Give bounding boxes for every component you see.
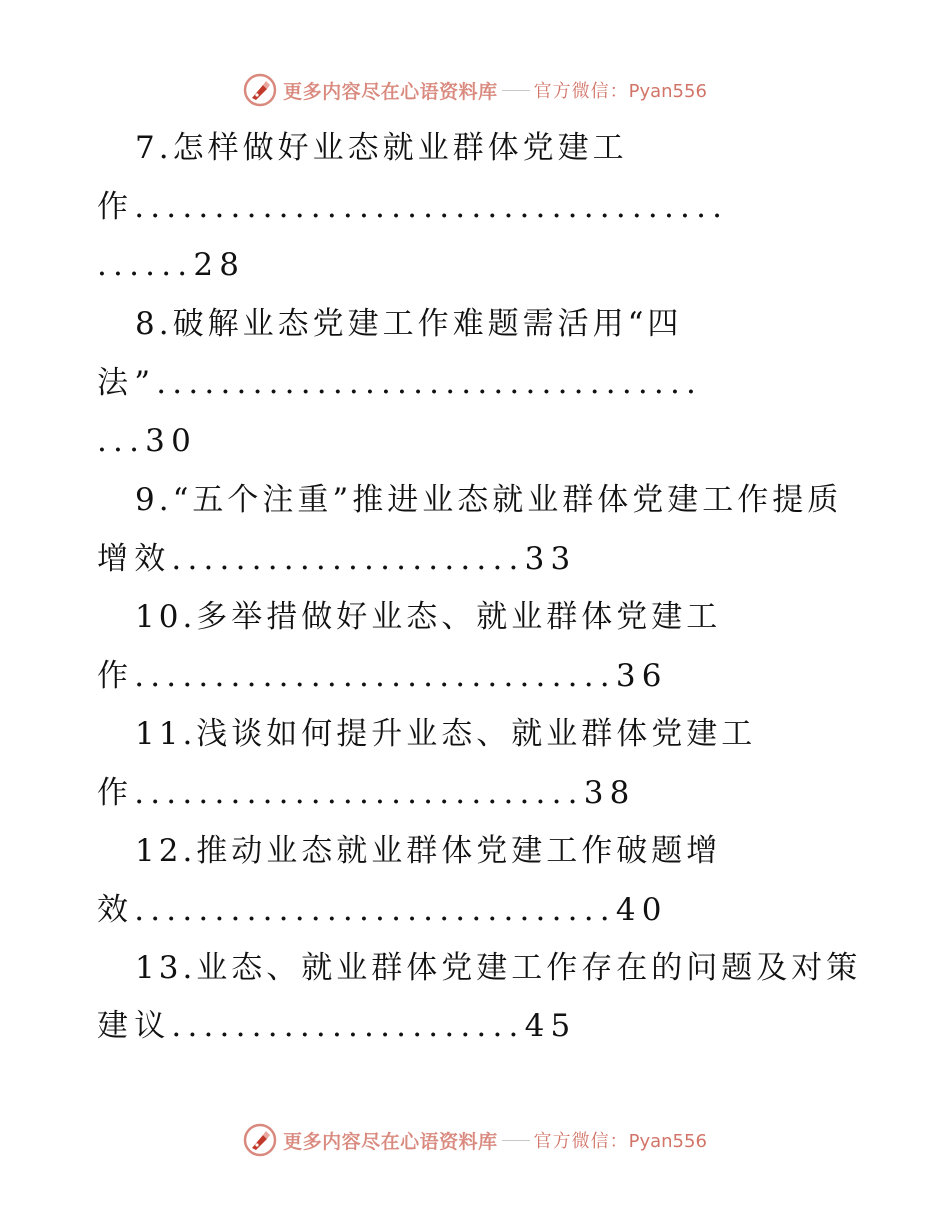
toc-entry-12-title: 12.推动业态就业群体党建工作破题增	[135, 833, 722, 869]
toc-entry-7-page: ......28	[97, 247, 246, 283]
pen-nib-logo-icon	[243, 1123, 277, 1157]
watermark-tagline-prefix: 官方微信：	[533, 1131, 629, 1152]
toc-entry-12-leader: 效..............................40	[97, 892, 668, 928]
watermark-divider	[502, 1140, 530, 1141]
toc-entry-8-leader: 法”..................................	[97, 365, 703, 401]
toc-entry-10-title: 10.多举措做好业态、就业群体党建工	[135, 599, 722, 635]
toc-entry-13-title: 13.业态、就业群体党建工作存在的问题及对策	[135, 950, 862, 986]
toc-entry-8-page: ...30	[97, 423, 198, 459]
toc-entry-11-title: 11.浅谈如何提升业态、就业群体党建工	[135, 716, 757, 752]
watermark-tagline-prefix: 官方微信：	[533, 81, 629, 102]
footer-watermark	[0, 1120, 950, 1160]
watermark-brand: 更多内容尽在心语资料库	[283, 1130, 498, 1153]
pen-nib-logo-icon	[243, 73, 277, 107]
watermark-tagline	[534, 1127, 707, 1153]
toc-entry-8-title: 8.破解业态党建工作难题需活用“四	[135, 306, 683, 342]
toc-entry-11-leader: 作............................38	[97, 775, 636, 811]
watermark-wechat-id: Pyan556	[628, 1131, 707, 1152]
toc-entry-10-leader: 作..............................36	[97, 658, 668, 694]
toc-entry-7-leader: 作.....................................	[97, 189, 729, 225]
toc-entry-9-leader: 增效......................33	[97, 541, 577, 577]
watermark-brand: 更多内容尽在心语资料库	[283, 80, 498, 103]
watermark-wechat-id: Pyan556	[628, 81, 707, 102]
toc-entry-13-leader: 建议......................45	[97, 1008, 577, 1044]
header-watermark	[0, 70, 950, 110]
toc-entry-7-title: 7.怎样做好业态就业群体党建工	[135, 130, 628, 166]
toc-entry-9-title: 9.“五个注重”推进业态就业群体党建工作提质	[135, 482, 843, 518]
watermark-divider	[502, 90, 530, 91]
watermark-tagline	[534, 77, 707, 103]
